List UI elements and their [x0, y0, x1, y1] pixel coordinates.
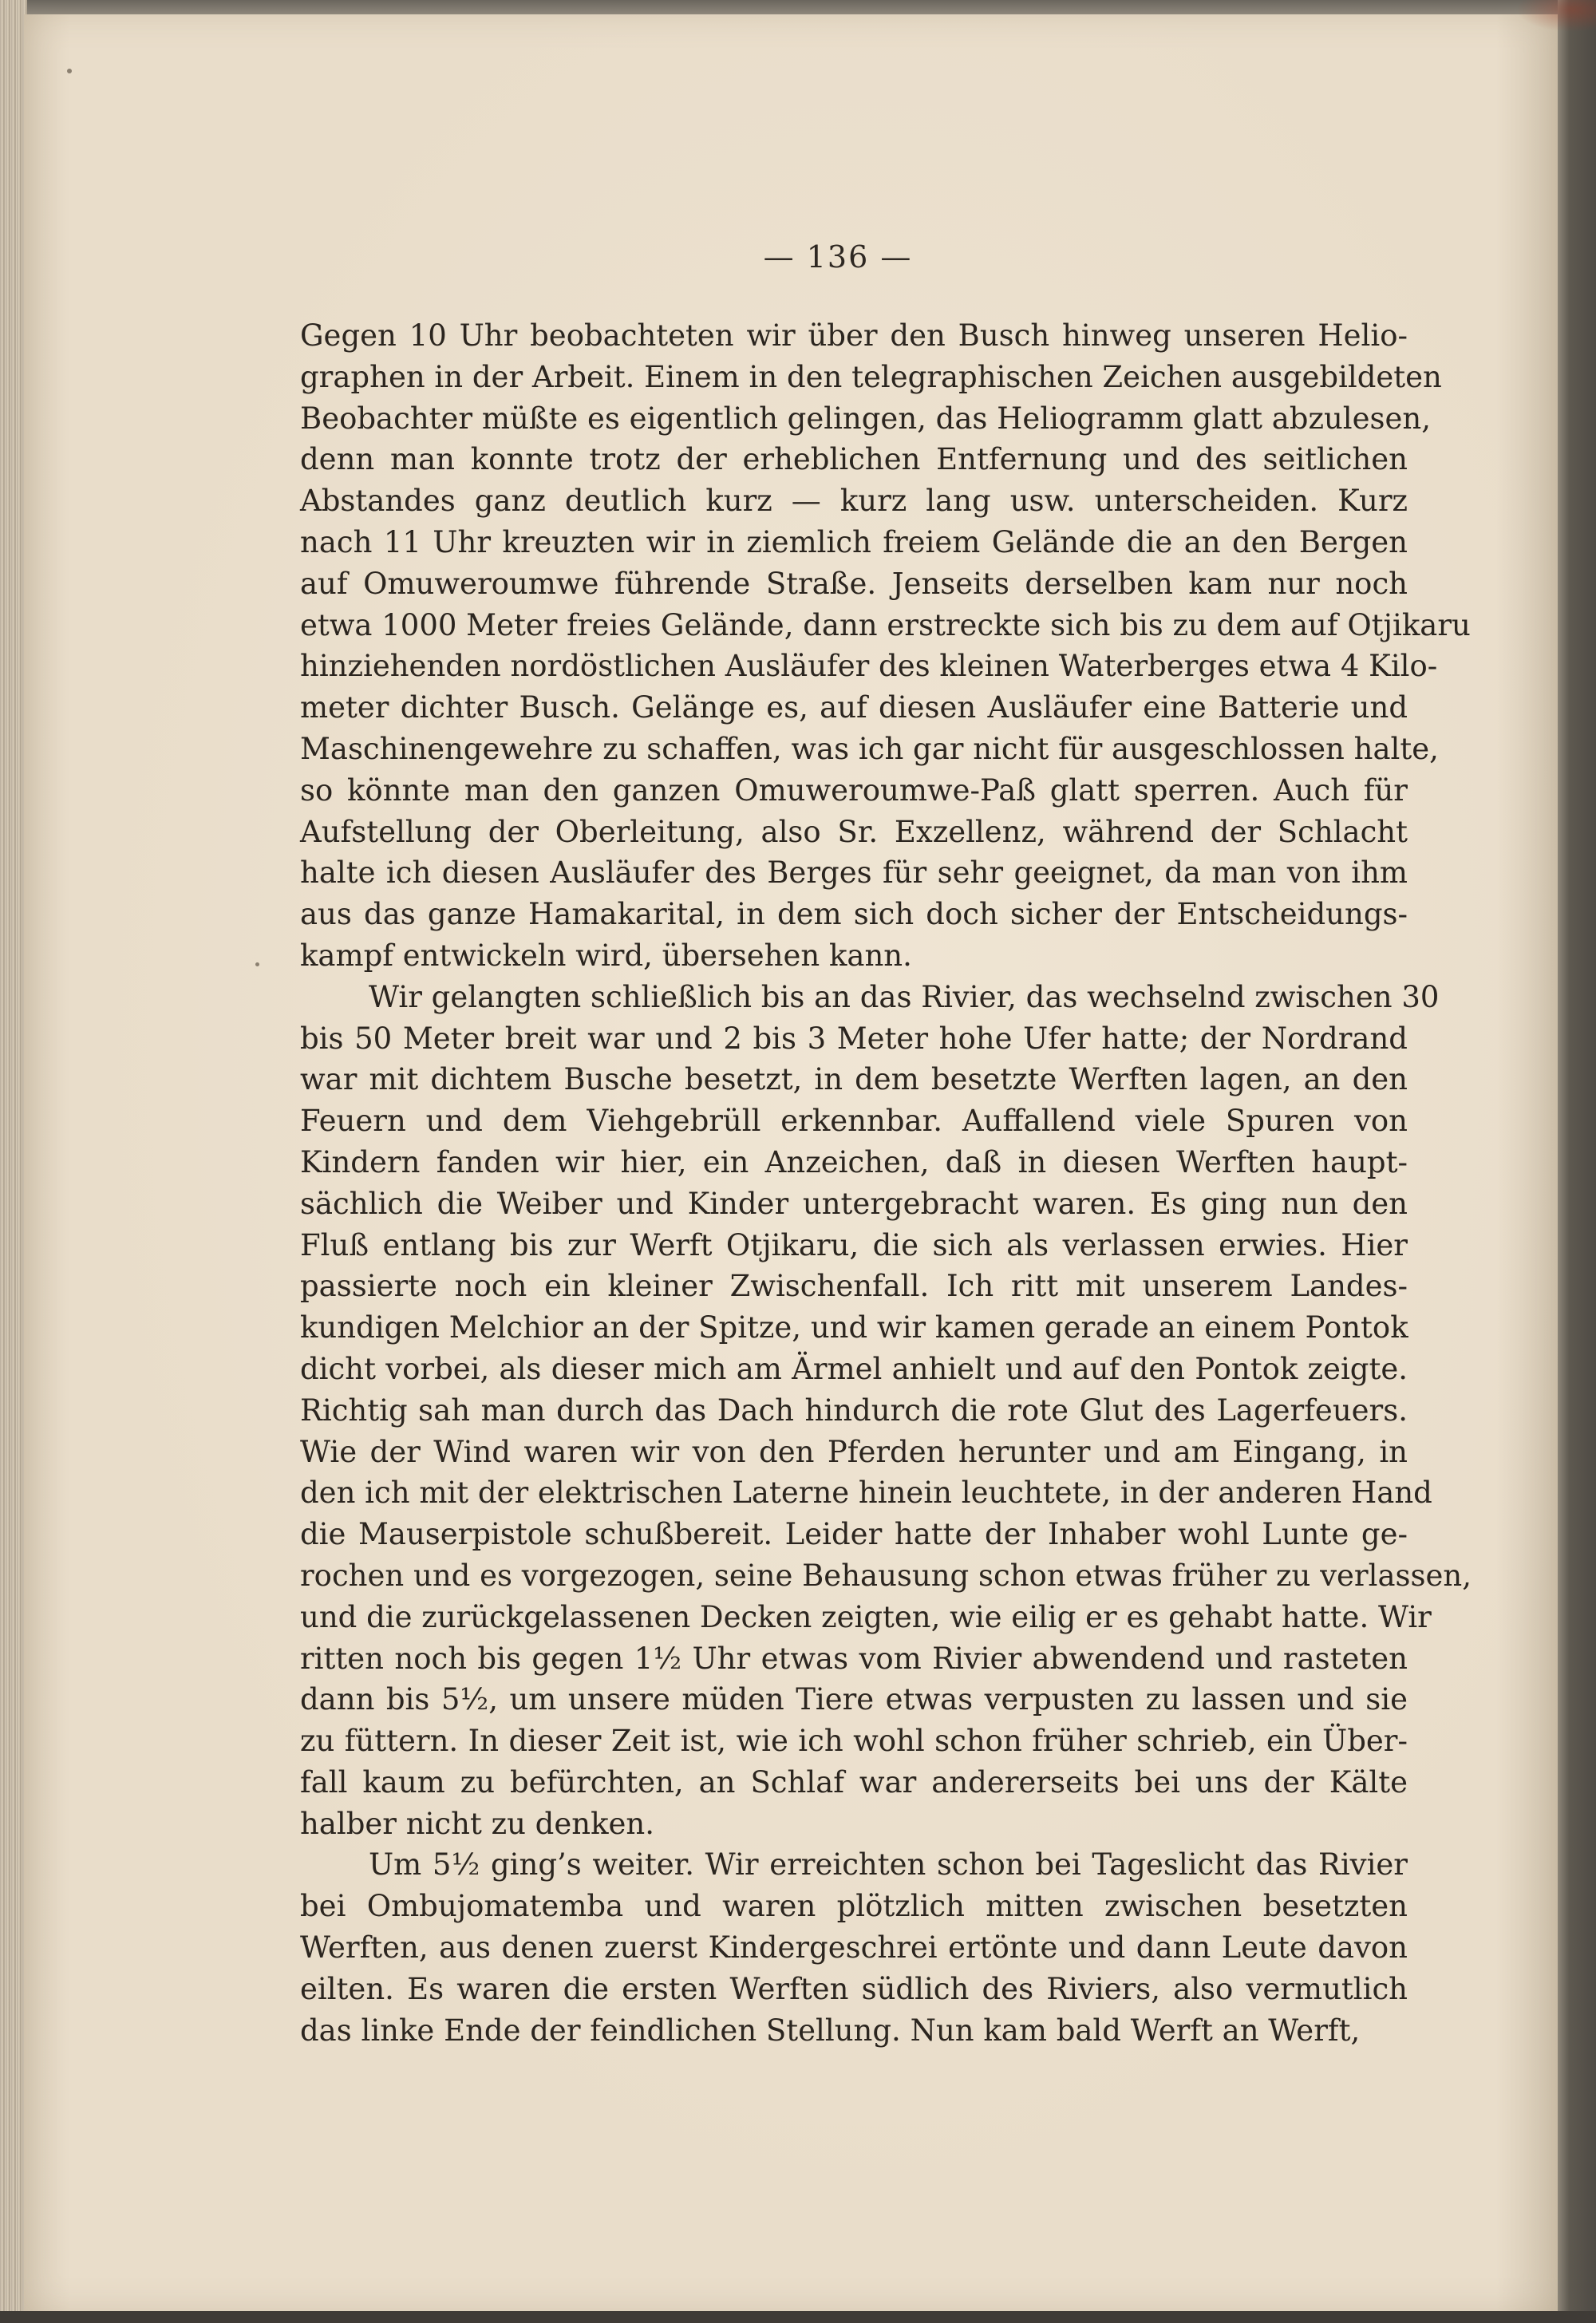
text-line: Fluß entlang bis zur Werft Otjikaru, die sich als verlassen erwies. Hier	[300, 1227, 1408, 1262]
text-line: Um 5½ ging’s weiter. Wir erreichten schon bei Tageslicht das Rivier	[369, 1847, 1408, 1882]
text-line: bis 50 Meter breit war und 2 bis 3 Meter hohe Ufer hatte; der Nordrand	[300, 1021, 1408, 1056]
corner-stain	[1516, 0, 1596, 32]
text-line: Beobachter müßte es eigentlich gelingen, das Heliogramm glatt abzulesen,	[300, 401, 1431, 436]
text-line: hinziehenden nordöstlichen Ausläufer des kleinen Waterberges etwa 4 Kilo-	[300, 649, 1438, 684]
text-line: nach 11 Uhr kreuzten wir in ziemlich freiem Gelände die an den Bergen	[300, 524, 1408, 559]
text-line: Kindern fanden wir hier, ein Anzeichen, daß in diesen Werften haupt-	[300, 1144, 1408, 1179]
text-line: Wir gelangten schließlich bis an das Rivier, das wechselnd zwischen 30	[369, 979, 1440, 1014]
text-line: rochen und es vorgezogen, seine Behausung schon etwas früher zu verlassen,	[300, 1558, 1472, 1593]
paragraph	[300, 1844, 1408, 2051]
paragraph	[300, 315, 1471, 977]
text-line: zu füttern. In dieser Zeit ist, wie ich wohl schon früher schrieb, ein Über-	[300, 1724, 1408, 1759]
text-line: aus das ganze Hamakarital, in dem sich doch sicher der Entscheidungs-	[300, 897, 1408, 932]
text-line: ritten noch bis gegen 1½ Uhr etwas vom Rivier abwendend und rasteten	[300, 1641, 1408, 1676]
text-line: Aufstellung der Oberleitung, also Sr. Exzellenz, während der Schlacht	[300, 814, 1408, 849]
text-line: dann bis 5½, um unsere müden Tiere etwas verpusten zu lassen und sie	[300, 1682, 1408, 1717]
text-line: und die zurückgelassenen Decken zeigten, wie eilig er es gehabt hatte. Wir	[300, 1599, 1432, 1634]
text-line: Werften, aus denen zuerst Kindergeschrei ertönte und dann Leute davon	[300, 1930, 1408, 1965]
paper-speck	[255, 962, 259, 966]
text-line: Wie der Wind waren wir von den Pferden herunter und am Eingang, in	[300, 1434, 1408, 1469]
text-line: bei Ombujomatemba und waren plötzlich mitten zwischen besetzten	[300, 1889, 1408, 1924]
text-line: so könnte man den ganzen Omuweroumwe-Paß glatt sperren. Auch für	[300, 772, 1408, 808]
text-line: das linke Ende der feindlichen Stellung. Nun kam bald Werft an Werft,	[300, 2013, 1361, 2048]
text-line: halber nicht zu denken.	[300, 1806, 654, 1841]
text-line: Richtig sah man durch das Dach hindurch die rote Glut des Lagerfeuers.	[300, 1393, 1408, 1428]
body-text	[300, 315, 1472, 2051]
text-line: etwa 1000 Meter freies Gelände, dann erstreckte sich bis zu dem auf Otjikaru	[300, 607, 1471, 642]
text-line: meter dichter Busch. Gelänge es, auf diesen Ausläufer eine Batterie und	[300, 690, 1408, 725]
book-cover-right-edge	[1558, 0, 1596, 2323]
text-line: passierte noch ein kleiner Zwischenfall. Ich ritt mit unserem Landes-	[300, 1269, 1408, 1304]
paper-speck	[67, 69, 72, 73]
text-line: auf Omuweroumwe führende Straße. Jenseits derselben kam nur noch	[300, 566, 1408, 601]
text-line: eilten. Es waren die ersten Werften südlich des Riviers, also vermutlich	[300, 1971, 1408, 2006]
text-line: Abstandes ganz deutlich kurz — kurz lang usw. unterscheiden. Kurz	[300, 484, 1408, 519]
text-line: fall kaum zu befürchten, an Schlaf war andererseits bei uns der Kälte	[300, 1764, 1408, 1800]
text-line: graphen in der Arbeit. Einem in den telegraphischen Zeichen ausgebildeten	[300, 359, 1442, 394]
book-cover-bottom-edge	[0, 2311, 1596, 2323]
text-line: den ich mit der elektrischen Laterne hinein leuchtete, in der anderen Hand	[300, 1476, 1432, 1511]
text-line: die Mauserpistole schußbereit. Leider hatte der Inhaber wohl Lunte ge-	[300, 1517, 1408, 1552]
text-line: denn man konnte trotz der erheblichen Entfernung und des seitlichen	[300, 442, 1408, 477]
book-cover-top-edge	[0, 0, 1596, 14]
text-line: kampf entwickeln wird, übersehen kann.	[300, 938, 912, 973]
text-line: war mit dichtem Busche besetzt, in dem besetzte Werften lagen, an den	[300, 1062, 1408, 1097]
text-line: kundigen Melchior an der Spitze, und wir kamen gerade an einem Pontok	[300, 1310, 1408, 1345]
text-line: Gegen 10 Uhr beobachteten wir über den Busch hinweg unseren Helio-	[300, 318, 1408, 353]
page-number: — 136 —	[763, 239, 913, 275]
text-line: dicht vorbei, als dieser mich am Ärmel anhielt und auf den Pontok zeigte.	[300, 1351, 1408, 1386]
text-line: halte ich diesen Ausläufer des Berges für sehr geeignet, da man von ihm	[300, 855, 1408, 891]
paragraph	[300, 977, 1472, 1845]
text-line: Maschinengewehre zu schaffen, was ich gar nicht für ausgeschlossen halte,	[300, 731, 1439, 766]
page-edge-stack	[0, 0, 27, 2323]
text-line: sächlich die Weiber und Kinder untergebracht waren. Es ging nun den	[300, 1186, 1408, 1221]
text-line: Feuern und dem Viehgebrüll erkennbar. Auffallend viele Spuren von	[300, 1104, 1408, 1139]
